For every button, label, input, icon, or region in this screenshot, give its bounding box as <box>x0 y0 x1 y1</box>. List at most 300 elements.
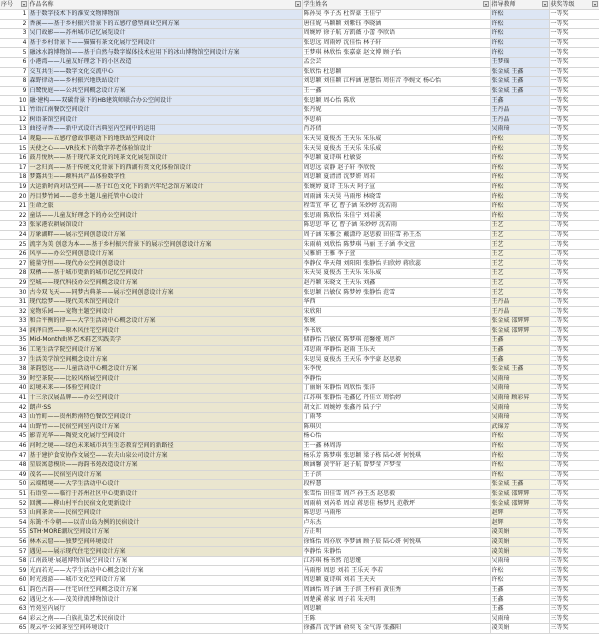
cell-no[interactable]: 30 <box>0 288 28 298</box>
cell-teacher[interactable]: 许松 <box>490 163 549 173</box>
cell-award[interactable]: 二等奖 <box>549 317 599 327</box>
cell-teacher[interactable]: 许松 <box>490 451 549 461</box>
cell-award[interactable]: 二等奖 <box>549 364 599 374</box>
cell-award[interactable]: 二等奖 <box>549 240 599 250</box>
filter-dropdown-icon[interactable] <box>542 1 548 7</box>
cell-award[interactable]: 二等奖 <box>549 163 599 173</box>
cell-students[interactable]: 朱李悦 <box>302 364 490 374</box>
cell-students[interactable]: 方正明 <box>302 528 490 538</box>
cell-students[interactable]: 王子滨 <box>302 470 490 480</box>
cell-no[interactable]: 45 <box>0 432 28 442</box>
cell-no[interactable]: 37 <box>0 355 28 365</box>
cell-title[interactable]: 石语堂——临行于苏州社区中心更新设计 <box>28 489 302 499</box>
cell-students[interactable]: 王一鑫 林周涛 <box>302 441 490 451</box>
cell-title[interactable]: 工笔生活学院空间设计方案 <box>28 345 302 355</box>
cell-students[interactable]: 周婉婷 徐子航 方凯薇 小蕾 李欣语 <box>302 29 490 39</box>
cell-award[interactable]: 二等奖 <box>549 345 599 355</box>
cell-title[interactable]: 万象湖畔——展示空间创意设计方案 <box>28 230 302 240</box>
cell-title[interactable]: 童话——儿童友好理念下的办公空间设计 <box>28 211 302 221</box>
cell-award[interactable]: 三等奖 <box>549 576 599 586</box>
cell-teacher[interactable]: 王梦瑶 <box>490 57 549 67</box>
cell-no[interactable]: 11 <box>0 105 28 115</box>
cell-students[interactable]: 陈思思 马雨彤 <box>302 508 490 518</box>
cell-teacher[interactable]: 许松 <box>490 153 549 163</box>
cell-award[interactable]: 二等奖 <box>549 460 599 470</box>
cell-award[interactable]: 二等奖 <box>549 432 599 442</box>
cell-title[interactable]: 河时之境——绿色未来城市共生生态教育空间的新路径 <box>28 441 302 451</box>
cell-title[interactable]: 星辰寓意模块——海韵书苑改造设计方案 <box>28 460 302 470</box>
cell-no[interactable]: 16 <box>0 153 28 163</box>
cell-no[interactable]: 25 <box>0 240 28 250</box>
cell-teacher[interactable]: 许松 <box>490 182 549 192</box>
cell-teacher[interactable]: 王丹晶 <box>490 115 549 125</box>
cell-award[interactable]: 一等奖 <box>549 29 599 39</box>
cell-students[interactable]: 张欣怡 杜思颖 <box>302 67 490 77</box>
cell-students[interactable]: 李静怡 朱静怡 <box>302 547 490 557</box>
cell-teacher[interactable]: 王艺 <box>490 230 549 240</box>
cell-award[interactable]: 二等奖 <box>549 144 599 154</box>
cell-students[interactable]: 朱天昊 夏俊杰 王天乐 朱乐威 <box>302 144 490 154</box>
cell-teacher[interactable]: 王艺 <box>490 269 549 279</box>
cell-title[interactable]: 遇见之水——茂美律流博物馆设计 <box>28 595 302 605</box>
cell-award[interactable]: 二等奖 <box>549 384 599 394</box>
cell-no[interactable]: 8 <box>0 77 28 87</box>
cell-teacher[interactable]: 许松 <box>490 19 549 29</box>
cell-teacher[interactable]: 许松 <box>490 38 549 48</box>
cell-students[interactable]: 朱天昊 夏俊杰 王天乐 朱乐威 <box>302 134 490 144</box>
header-no[interactable]: 序号 <box>0 0 28 10</box>
cell-award[interactable]: 一等奖 <box>549 19 599 29</box>
cell-no[interactable]: 35 <box>0 336 28 346</box>
cell-award[interactable]: 一等奖 <box>549 86 599 96</box>
cell-teacher[interactable]: 许松 <box>490 470 549 480</box>
cell-teacher[interactable]: 张金威 邵辉辉 <box>490 317 549 327</box>
cell-teacher[interactable]: 王艺 <box>490 240 549 250</box>
cell-no[interactable]: 52 <box>0 499 28 509</box>
cell-title[interactable]: 香溪——基于乡村振兴背景下的五感疗愈型商业空间方案 <box>28 19 302 29</box>
cell-teacher[interactable]: 王丹晶 <box>490 105 549 115</box>
cell-no[interactable]: 50 <box>0 480 28 490</box>
cell-award[interactable]: 二等奖 <box>549 297 599 307</box>
cell-students[interactable]: 陈思思 华 亿 曹子涵 朱妙婷 沈若雨 <box>302 221 490 231</box>
cell-no[interactable]: 57 <box>0 547 28 557</box>
cell-no[interactable]: 18 <box>0 173 28 183</box>
cell-title[interactable]: 森野律动——乡村振兴地铁站设计 <box>28 77 302 87</box>
cell-award[interactable]: 二等奖 <box>549 422 599 432</box>
cell-title[interactable]: 竹语江南餐饮空间设计 <box>28 105 302 115</box>
cell-students[interactable]: 胡文汇 周婉婷 张鑫丹 陆子宁 <box>302 403 490 413</box>
cell-teacher[interactable]: 王艺 <box>490 288 549 298</box>
cell-students[interactable]: 顾涵馨 黄宇轩 赵子航 曾梦莹 芦梦莹 <box>302 460 490 470</box>
cell-no[interactable]: 60 <box>0 576 28 586</box>
cell-students[interactable]: 江苏琪 杨书然 范思娅 <box>302 556 490 566</box>
cell-teacher[interactable]: 王鑫 <box>490 96 549 106</box>
cell-award[interactable]: 二等奖 <box>549 441 599 451</box>
cell-title[interactable]: 光而若光——大学生活动中心概念设计方案 <box>28 566 302 576</box>
cell-award[interactable]: 一等奖 <box>549 96 599 106</box>
cell-award[interactable]: 二等奖 <box>549 259 599 269</box>
cell-title[interactable]: 回溯——柳山村平台民宿文化更新设计 <box>28 499 302 509</box>
cell-no[interactable]: 6 <box>0 57 28 67</box>
cell-award[interactable]: 二等奖 <box>549 192 599 202</box>
cell-teacher[interactable]: 许松 <box>490 134 549 144</box>
cell-students[interactable]: 丁雨琴 <box>302 412 490 422</box>
cell-teacher[interactable]: 张金威 王鑫 <box>490 364 549 374</box>
cell-teacher[interactable]: 许松 <box>490 29 549 39</box>
cell-teacher[interactable]: 许松 <box>490 576 549 586</box>
cell-title[interactable]: 小港湾——儿童友好理念下的小区改造 <box>28 57 302 67</box>
cell-teacher[interactable]: 王艺 <box>490 259 549 269</box>
cell-no[interactable]: 27 <box>0 259 28 269</box>
cell-teacher[interactable]: 武锦芳 <box>490 422 549 432</box>
cell-no[interactable]: 34 <box>0 326 28 336</box>
cell-teacher[interactable]: 许松 <box>490 10 549 20</box>
cell-title[interactable]: 宠物乐园——宠物主题空间设计 <box>28 307 302 317</box>
cell-title[interactable]: 能量守恒——现代办公空间创意设计 <box>28 259 302 269</box>
cell-no[interactable]: 44 <box>0 422 28 432</box>
cell-title[interactable]: 天使之心——VR技术下的数字养老体验馆设计 <box>28 144 302 154</box>
cell-award[interactable]: 二等奖 <box>549 355 599 365</box>
cell-students[interactable]: 张婉婷 夏诗 王乐天 阿子宣 <box>302 182 490 192</box>
cell-no[interactable]: 51 <box>0 489 28 499</box>
cell-no[interactable]: 65 <box>0 624 28 634</box>
cell-title[interactable]: 空城——现代科技办公空间概念设计方案 <box>28 278 302 288</box>
cell-award[interactable]: 二等奖 <box>549 173 599 183</box>
cell-no[interactable]: 23 <box>0 221 28 231</box>
cell-teacher[interactable]: 张金威 邵辉辉 <box>490 499 549 509</box>
cell-award[interactable]: 二等奖 <box>549 528 599 538</box>
cell-teacher[interactable]: 吴雨琦 顾彩昇 <box>490 393 549 403</box>
cell-students[interactable]: 吴雅妍 王雅 李子萱 <box>302 249 490 259</box>
cell-award[interactable]: 二等奖 <box>549 269 599 279</box>
cell-award[interactable]: 二等奖 <box>549 537 599 547</box>
cell-award[interactable]: 三等奖 <box>549 624 599 634</box>
cell-title[interactable]: 影青光华——陶瓷文化展厅空间设计 <box>28 432 302 442</box>
cell-students[interactable]: 李书欣 <box>302 326 490 336</box>
cell-award[interactable]: 二等奖 <box>549 547 599 557</box>
cell-teacher[interactable]: 吴雨琦 <box>490 403 549 413</box>
cell-title[interactable]: 遇见——展示现代住宅空间设计方案 <box>28 547 302 557</box>
cell-students[interactable]: 朱思昊 夏俊杰 王天乐 李宇豪 赵思毅 <box>302 355 490 365</box>
cell-students[interactable]: 张婉 <box>302 317 490 327</box>
cell-no[interactable]: 17 <box>0 163 28 173</box>
cell-no[interactable]: 32 <box>0 307 28 317</box>
cell-award[interactable]: 二等奖 <box>549 499 599 509</box>
header-title[interactable]: 作品名称 <box>28 0 302 10</box>
cell-students[interactable]: 张思颖 周心怡 陈欣 <box>302 96 490 106</box>
cell-teacher[interactable]: 张金威 王鑫 <box>490 77 549 87</box>
cell-title[interactable]: 彩云之南——白族扎染艺术民宿设计 <box>28 614 302 624</box>
cell-title[interactable]: 润泽自然——原木风住宅空间设计 <box>28 326 302 336</box>
cell-teacher[interactable]: 吴雨琦 <box>490 384 549 394</box>
cell-teacher[interactable]: 许松 <box>490 460 549 470</box>
cell-teacher[interactable]: 许松 <box>490 144 549 154</box>
cell-students[interactable]: 周雨涵 朱天昊 马雨彤 林晓雪 <box>302 192 490 202</box>
cell-no[interactable]: 15 <box>0 144 28 154</box>
cell-award[interactable]: 一等奖 <box>549 125 599 135</box>
cell-title[interactable]: 茶韵悠远——儿童活动中心概念设计方案 <box>28 364 302 374</box>
cell-teacher[interactable]: 张金威 邵辉辉 <box>490 489 549 499</box>
cell-students[interactable]: 李思颖 夏诗琪 杜敏姿 <box>302 153 490 163</box>
cell-award[interactable]: 二等奖 <box>549 518 599 528</box>
cell-students[interactable]: 肖苏倩 <box>302 125 490 135</box>
cell-award[interactable]: 二等奖 <box>549 307 599 317</box>
cell-teacher[interactable]: 吴雨琦 <box>490 374 549 384</box>
cell-no[interactable]: 46 <box>0 441 28 451</box>
cell-no[interactable]: 59 <box>0 566 28 576</box>
cell-no[interactable]: 42 <box>0 403 28 413</box>
cell-teacher[interactable]: 许松 <box>490 201 549 211</box>
filter-dropdown-icon[interactable] <box>592 1 598 7</box>
cell-award[interactable]: 一等奖 <box>549 115 599 125</box>
cell-students[interactable]: 张丹妮 <box>302 105 490 115</box>
cell-teacher[interactable]: 王丹晶 <box>490 307 549 317</box>
cell-award[interactable]: 二等奖 <box>549 470 599 480</box>
cell-students[interactable]: 卢东杰 <box>302 518 490 528</box>
cell-title[interactable]: 韵色古韵——住宅居住空间概念设计方案 <box>28 585 302 595</box>
cell-students[interactable]: 程雪宜 华 亿 曹子涵 朱妙婷 沈若雨 <box>302 201 490 211</box>
cell-title[interactable]: 观隐——五感疗愈故事驱动下的地铁站空间设计 <box>28 134 302 144</box>
cell-title[interactable]: 时空茶院——比较风格展空间设计 <box>28 374 302 384</box>
cell-no[interactable]: 10 <box>0 96 28 106</box>
cell-award[interactable]: 三等奖 <box>549 595 599 605</box>
cell-teacher[interactable]: 吴雨琦 <box>490 556 549 566</box>
cell-students[interactable]: 张雪怡 田佳雪 周芦 孙王杰 赵思毅 <box>302 489 490 499</box>
cell-teacher[interactable]: 许松 <box>490 432 549 442</box>
cell-title[interactable]: 白鹭悦庭——公共空间概念设计方案 <box>28 86 302 96</box>
cell-title[interactable]: 交互共生——数字文化交流中心 <box>28 67 302 77</box>
cell-teacher[interactable]: 凌美娟 <box>490 547 549 557</box>
cell-title[interactable]: 现代绘梦——现代美术馆空间设计 <box>28 297 302 307</box>
cell-teacher[interactable]: 赵辉 <box>490 508 549 518</box>
cell-students[interactable]: 宋欣阳 <box>302 307 490 317</box>
cell-title[interactable]: 生命之旅 <box>28 201 302 211</box>
cell-students[interactable]: 周涵怡 周子涵 王子滨 王梓前 黄佳秀 <box>302 585 490 595</box>
cell-students[interactable]: 刘思颖 刘佳颖 江梓涵 唐慧怡 周佳音 李婉文 杨心怡 <box>302 77 490 87</box>
cell-teacher[interactable]: 王艺 <box>490 221 549 231</box>
cell-title[interactable]: 山间茶舍——民宿空间设计 <box>28 508 302 518</box>
cell-students[interactable]: 李静怡 <box>302 374 490 384</box>
cell-title[interactable]: STH·MORE潮玩空间设计方案 <box>28 528 302 538</box>
cell-teacher[interactable]: 王艺 <box>490 249 549 259</box>
cell-title[interactable]: 融·建构——双碳背景下的HB建筑师联合办公空间设计 <box>28 96 302 106</box>
cell-title[interactable]: 流字为美 创意为本——基于乡村振兴背景下的展示空间创意设计方案 <box>28 240 302 250</box>
cell-title[interactable]: 双栖——基于城市更新的城市记忆空间设计 <box>28 269 302 279</box>
cell-students[interactable]: 唐佳妮 马颖颖 刘紫钰 李晓涵 <box>302 19 490 29</box>
cell-award[interactable]: 二等奖 <box>549 278 599 288</box>
cell-title[interactable]: 曲径寻香——新中式设计古典室内空间中的运用 <box>28 125 302 135</box>
cell-teacher[interactable]: 王鑫 <box>490 336 549 346</box>
cell-award[interactable]: 二等奖 <box>549 480 599 490</box>
cell-award[interactable]: 二等奖 <box>549 393 599 403</box>
cell-teacher[interactable]: 许松 <box>490 192 549 202</box>
cell-award[interactable]: 一等奖 <box>549 105 599 115</box>
cell-students[interactable]: 江苏琪 张静怡 毛鑫亿 丹佳立 周怡婷 <box>302 393 490 403</box>
cell-no[interactable]: 43 <box>0 412 28 422</box>
cell-students[interactable]: 邓思雨 华静怡 赵雨 王乐天 <box>302 345 490 355</box>
cell-students[interactable]: 段梓慧 <box>302 480 490 490</box>
cell-teacher[interactable]: 吴雨琦 <box>490 412 549 422</box>
cell-students[interactable]: 周思颖 夏清清 沈梦妍 周若 <box>302 173 490 183</box>
cell-students[interactable]: 周思远 袁静 赵子轩 李欣悦 <box>302 163 490 173</box>
cell-award[interactable]: 二等奖 <box>549 489 599 499</box>
cell-title[interactable]: 基于数字技术下的淮安文物博物馆 <box>28 10 302 20</box>
cell-teacher[interactable]: 张金威 王鑫 <box>490 67 549 77</box>
cell-award[interactable]: 一等奖 <box>549 67 599 77</box>
cell-award[interactable]: 二等奖 <box>549 451 599 461</box>
header-award[interactable]: 获奖等级 <box>549 0 599 10</box>
cell-no[interactable]: 19 <box>0 182 28 192</box>
cell-no[interactable]: 55 <box>0 528 28 538</box>
cell-students[interactable]: 丁丽娟 朱静怡 周欣怡 张洋 <box>302 384 490 394</box>
cell-students[interactable]: 徐姝怡 周亦欣 李梦涵 顾子辰 陆心妍 何悦琪 <box>302 537 490 547</box>
cell-teacher[interactable]: 王艺 <box>490 278 549 288</box>
cell-no[interactable]: 12 <box>0 115 28 125</box>
cell-award[interactable]: 二等奖 <box>549 508 599 518</box>
cell-award[interactable]: 二等奖 <box>549 201 599 211</box>
cell-title[interactable]: 竹苑室内展厅 <box>28 604 302 614</box>
cell-title[interactable]: 风享——办公空间创意设计方案 <box>28 249 302 259</box>
cell-title[interactable]: 和合平衡的律——大学生活动中心概念设计方案 <box>28 317 302 327</box>
cell-teacher[interactable]: 许松 <box>490 173 549 183</box>
cell-no[interactable]: 31 <box>0 297 28 307</box>
cell-students[interactable]: 周思颖 夏诗琪 刘若 王天天 <box>302 576 490 586</box>
cell-students[interactable]: 陈孙昊 李子杰 杜智豪 王佳宁 <box>302 10 490 20</box>
cell-award[interactable]: 二等奖 <box>549 412 599 422</box>
cell-students[interactable]: 周楚溪 蒋家 周子若 朱天明 <box>302 595 490 605</box>
cell-teacher[interactable]: 王鑫 <box>490 604 549 614</box>
cell-teacher[interactable]: 许松 <box>490 48 549 58</box>
cell-award[interactable]: 二等奖 <box>549 182 599 192</box>
cell-no[interactable]: 29 <box>0 278 28 288</box>
cell-students[interactable]: 张思颖 吕敏仪 陈梦婷 张静怡 范雪 <box>302 288 490 298</box>
cell-title[interactable]: 融冰水韵博物馆——基于自然与数字媒体技术应用下的冰山博物馆空间设计方案 <box>28 48 302 58</box>
cell-award[interactable]: 一等奖 <box>549 10 599 20</box>
cell-award[interactable]: 三等奖 <box>549 556 599 566</box>
cell-teacher[interactable]: 吴雨琦 <box>490 125 549 135</box>
cell-students[interactable]: 孟会芸 <box>302 57 490 67</box>
cell-title[interactable]: 朗声·SS <box>28 403 302 413</box>
cell-title[interactable]: 江南鼓境·展越博物馆展空间设计方案 <box>28 556 302 566</box>
cell-teacher[interactable]: 许松 <box>490 566 549 576</box>
cell-no[interactable]: 38 <box>0 364 28 374</box>
cell-award[interactable]: 三等奖 <box>549 614 599 624</box>
cell-teacher[interactable]: 王鑫 <box>490 595 549 605</box>
cell-students[interactable]: 马雨彤 周思 刘若 王乐天 李若 <box>302 566 490 576</box>
cell-no[interactable]: 28 <box>0 269 28 279</box>
cell-students[interactable]: 徐鑫昌 沈宇涵 俞奕飞 金气涛 张鑫阳 <box>302 624 490 634</box>
cell-award[interactable]: 一等奖 <box>549 48 599 58</box>
cell-award[interactable]: 二等奖 <box>549 134 599 144</box>
cell-no[interactable]: 3 <box>0 29 28 39</box>
cell-title[interactable]: 大运新时尚对话空间——基于红色文化下的新兴年纪念馆方案设计 <box>28 182 302 192</box>
cell-no[interactable]: 1 <box>0 10 28 20</box>
cell-no[interactable]: 61 <box>0 585 28 595</box>
cell-title[interactable]: 十三余汉展品牌——办公空间设计 <box>28 393 302 403</box>
cell-award[interactable]: 三等奖 <box>549 585 599 595</box>
cell-students[interactable]: 周子涵 朱雅会 戴潇玲 赵思毅 田佳雪 孙王杰 <box>302 230 490 240</box>
cell-title[interactable]: 东篱·不今朝——以青山岛为例的民宿设计 <box>28 518 302 528</box>
cell-title[interactable]: 基于建护食安协作文展空——农夫山泉公司设计方案 <box>28 451 302 461</box>
cell-no[interactable]: 24 <box>0 230 28 240</box>
cell-students[interactable]: 周雨萌 刘芮希 周卓 蒋思佳 杨梦凡 范敬坪 <box>302 499 490 509</box>
cell-no[interactable]: 20 <box>0 192 28 202</box>
cell-students[interactable]: 杨乐芳 陈梦琪 张思颖 梁子栋 陆心妍 何悦琪 <box>302 451 490 461</box>
cell-teacher[interactable]: 王鑫 <box>490 585 549 595</box>
header-students[interactable]: 学生姓名 <box>302 0 490 10</box>
cell-title[interactable]: 一念归真——基于传统文化背景下的西湖有赏文化体验馆设计 <box>28 163 302 173</box>
cell-no[interactable]: 62 <box>0 595 28 605</box>
cell-title[interactable]: 云端精境——大学生活动中心设计 <box>28 480 302 490</box>
cell-no[interactable]: 7 <box>0 67 28 77</box>
cell-no[interactable]: 54 <box>0 518 28 528</box>
cell-students[interactable]: 王梦琪 林欣怡 张嘉豪 赵文博 顾子怡 <box>302 48 490 58</box>
cell-students[interactable]: 李静仪 华天翔 刘阳阳 张静怡 归欣婷 蒋欣蕊 <box>302 259 490 269</box>
cell-students[interactable]: 王一鑫 <box>302 86 490 96</box>
header-teacher[interactable]: 指导教师 <box>490 0 549 10</box>
cell-teacher[interactable]: 张金威 王鑫 <box>490 86 549 96</box>
cell-award[interactable]: 三等奖 <box>549 566 599 576</box>
cell-teacher[interactable]: 吴雨琦 <box>490 614 549 624</box>
cell-award[interactable]: 三等奖 <box>549 604 599 614</box>
cell-title[interactable]: 观云亭·公园茶室空间环境设计 <box>28 624 302 634</box>
cell-no[interactable]: 53 <box>0 508 28 518</box>
cell-award[interactable]: 二等奖 <box>549 288 599 298</box>
cell-students[interactable]: 陈琪贝 <box>302 422 490 432</box>
cell-award[interactable]: 二等奖 <box>549 403 599 413</box>
cell-title[interactable]: 山竹町——贵州黔南特色餐饮空间设计 <box>28 412 302 422</box>
cell-no[interactable]: 36 <box>0 345 28 355</box>
cell-award[interactable]: 二等奖 <box>549 211 599 221</box>
cell-students[interactable]: 储静怡 吕敏仪 陈梦琪 范馨娅 周芦 <box>302 336 490 346</box>
cell-award[interactable]: 二等奖 <box>549 221 599 231</box>
cell-title[interactable]: 茂名——民宿室内设计方案 <box>28 470 302 480</box>
cell-title[interactable]: 山野竹——民宿空间室内设计方案 <box>28 422 302 432</box>
cell-title[interactable]: 基于乡村背景下——猫猫有茶文化展厅空间设计 <box>28 38 302 48</box>
cell-teacher[interactable]: 凌美娟 <box>490 528 549 538</box>
cell-award[interactable]: 二等奖 <box>549 326 599 336</box>
cell-title[interactable]: 丹目梦竹园——意乡主题儿童托管中心设计 <box>28 192 302 202</box>
cell-no[interactable]: 56 <box>0 537 28 547</box>
cell-students[interactable]: 张思雨 陈欣怡 朱佳宁 刘若溪 <box>302 211 490 221</box>
filter-dropdown-icon[interactable] <box>483 1 489 7</box>
cell-no[interactable]: 26 <box>0 249 28 259</box>
filter-dropdown-icon[interactable] <box>295 1 301 7</box>
cell-students[interactable]: 王陈 <box>302 614 490 624</box>
cell-title[interactable]: 张家港农耕展馆设计 <box>28 221 302 231</box>
cell-no[interactable]: 5 <box>0 48 28 58</box>
cell-award[interactable]: 一等奖 <box>549 38 599 48</box>
cell-teacher[interactable]: 凌美娟 <box>490 624 549 634</box>
cell-no[interactable]: 21 <box>0 201 28 211</box>
cell-teacher[interactable]: 王鑫 <box>490 355 549 365</box>
cell-title[interactable]: 树语茶馆空间设计 <box>28 115 302 125</box>
cell-award[interactable]: 二等奖 <box>549 374 599 384</box>
cell-award[interactable]: 二等奖 <box>549 230 599 240</box>
cell-no[interactable]: 14 <box>0 134 28 144</box>
cell-title[interactable]: 时光漫游——城市文化空间设计方案 <box>28 576 302 586</box>
cell-no[interactable]: 48 <box>0 460 28 470</box>
cell-no[interactable]: 49 <box>0 470 28 480</box>
cell-title[interactable]: 鼓月悦秋——基于现代茶文化的纯茶文化展览馆设计 <box>28 153 302 163</box>
cell-no[interactable]: 4 <box>0 38 28 48</box>
cell-no[interactable]: 41 <box>0 393 28 403</box>
cell-award[interactable]: 一等奖 <box>549 57 599 67</box>
cell-no[interactable]: 33 <box>0 317 28 327</box>
cell-students[interactable]: 李思萌 <box>302 115 490 125</box>
cell-no[interactable]: 64 <box>0 614 28 624</box>
cell-students[interactable]: 杨心怡 <box>302 432 490 442</box>
